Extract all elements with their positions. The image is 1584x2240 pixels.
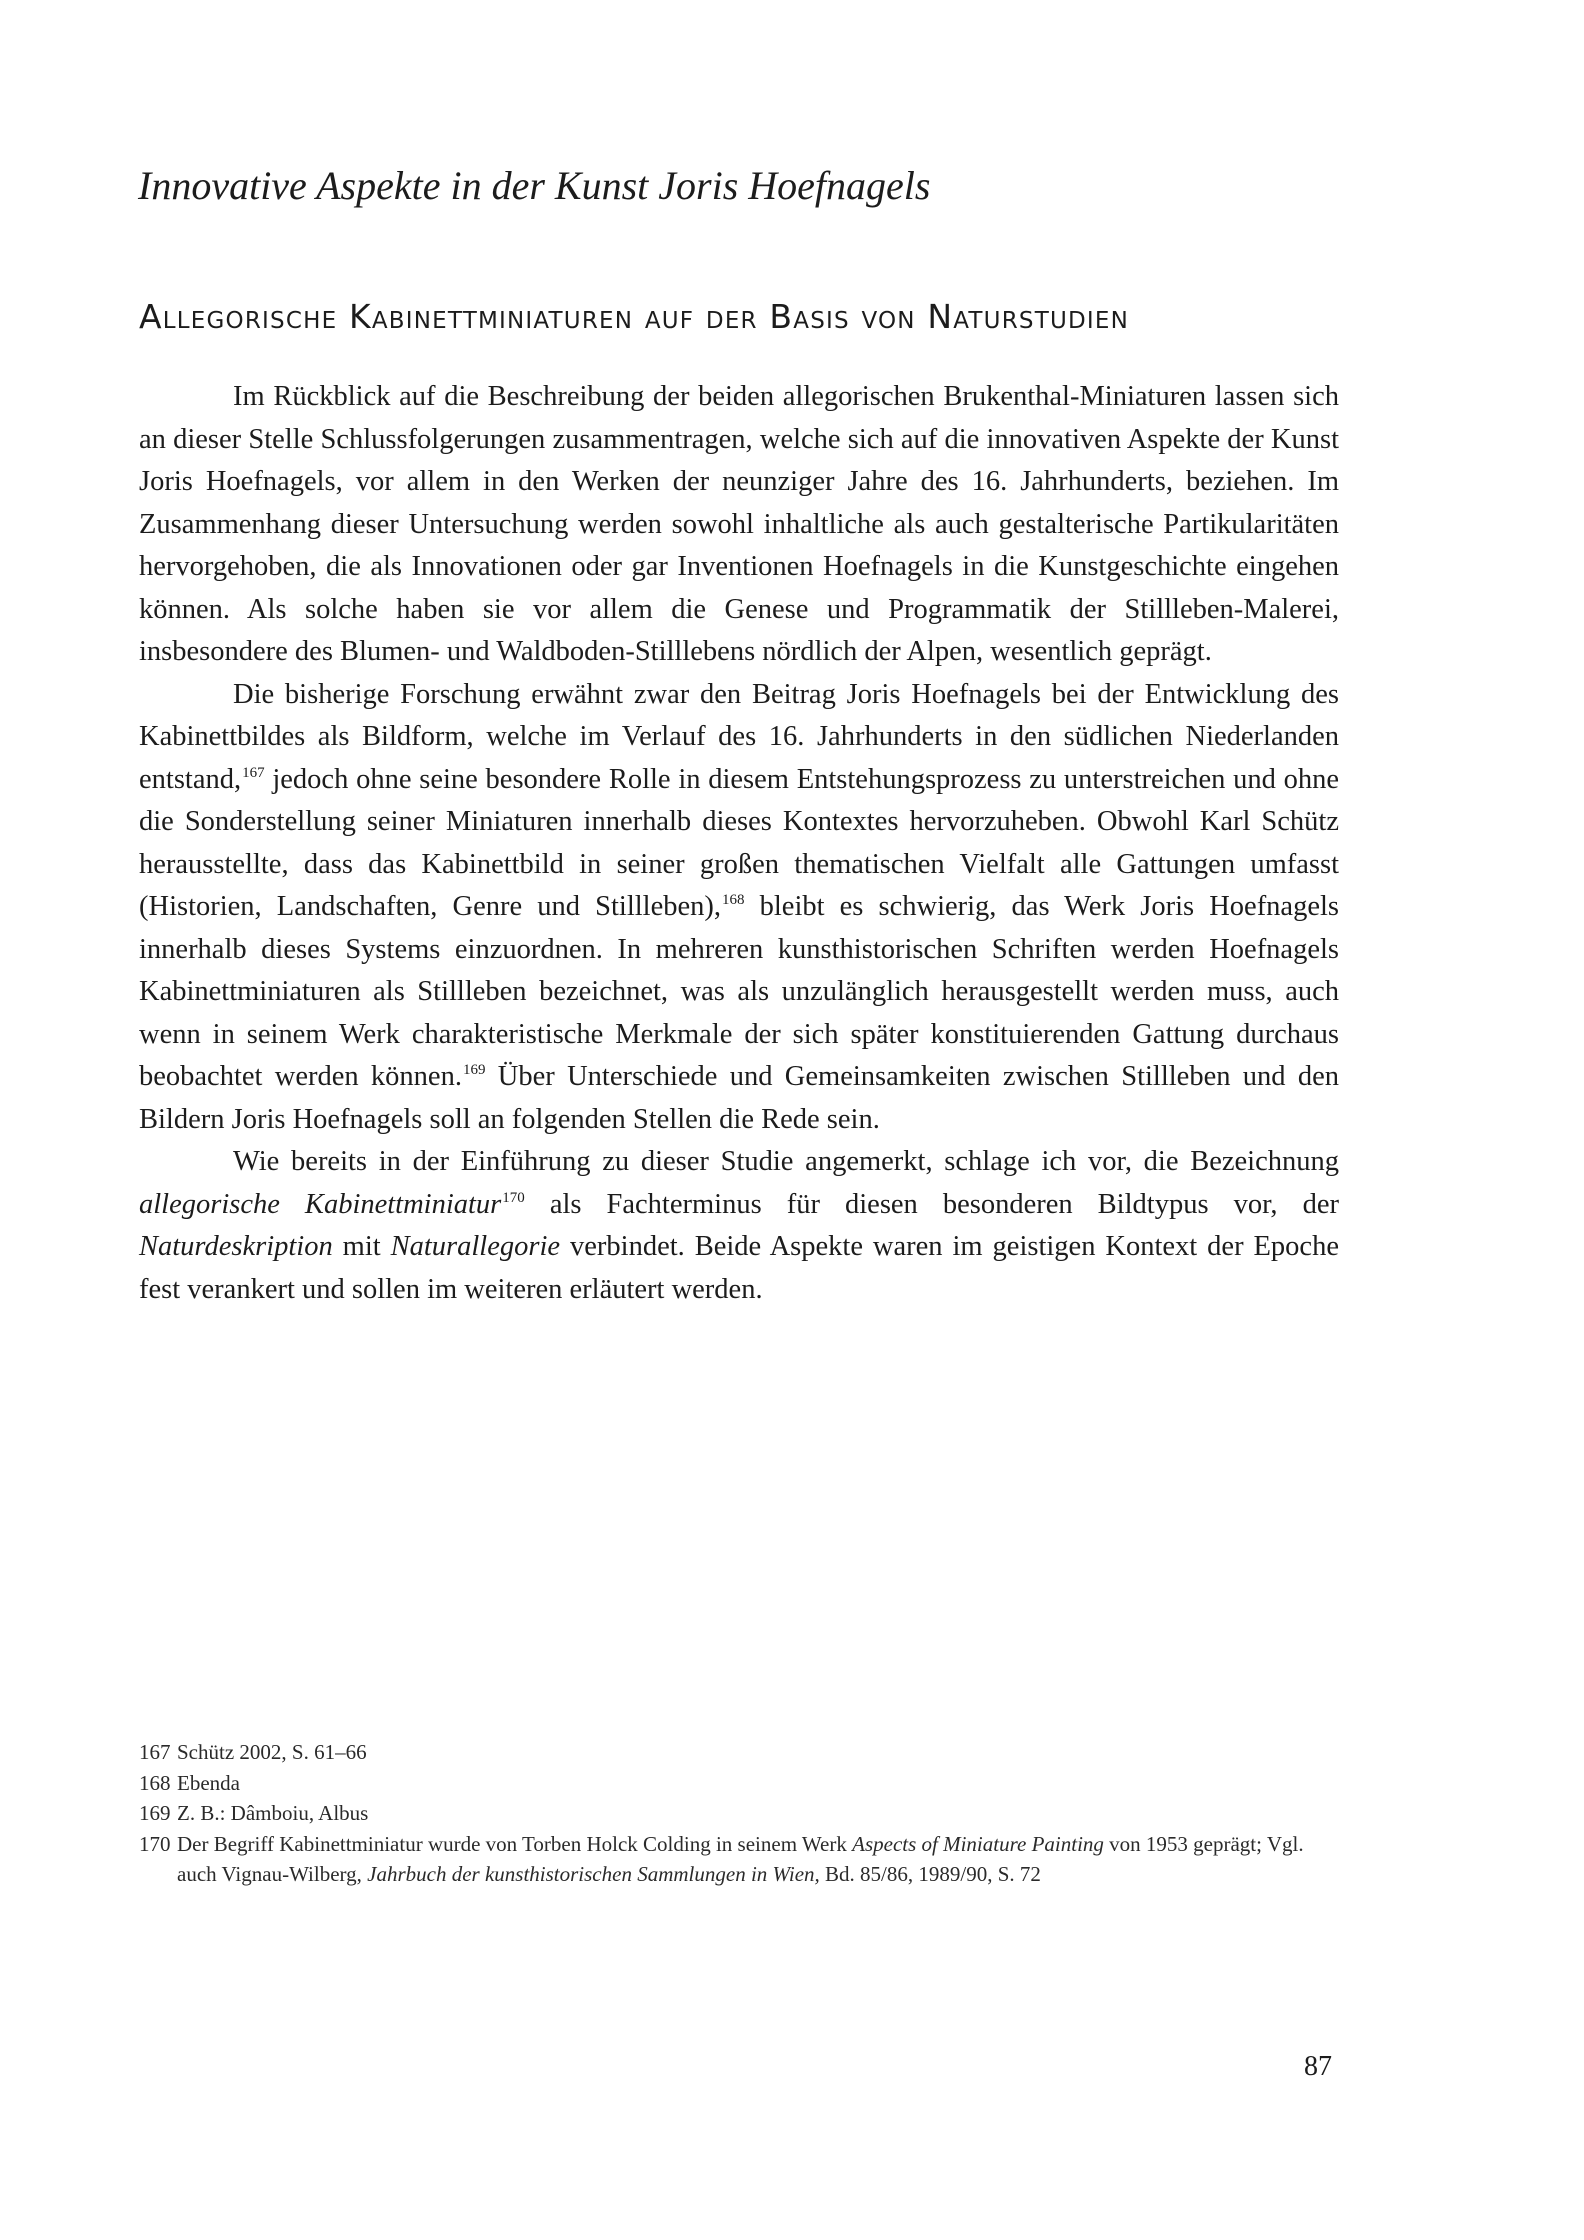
italic-term: Naturdeskription <box>139 1231 333 1262</box>
footnotes <box>139 1737 1339 1890</box>
paragraph-3-text: als Fachterminus für diesen besonderen Bildtypus vor, der <box>524 1188 1339 1220</box>
page-heading: Innovative Aspekte in der Kunst Joris Hoefnagels <box>138 163 931 208</box>
paragraph-2-text: jedoch ohne seine besondere Rolle in diesem Entstehungsprozess zu unterstreichen und ohne die Sonderstellung seiner Miniaturen innerhalb dieses Kontextes hervorzuheben. Obwohl Karl Schütz herausstellte, dass das Kabinettbild in seiner großen thematischen Vielfalt alle Gattungen umfasst (Historien, Landschaften, Genre und Stillleben), <box>139 763 1339 922</box>
paragraph-3-text: verbindet. Beide Aspekte waren im geistigen Kontext der Epoche fest verankert und sollen im weiteren erläutert werden. <box>139 1231 1339 1305</box>
footnote-number: 169 <box>139 1801 171 1825</box>
footnote-text: Schütz 2002, S. 61–66 <box>177 1740 367 1764</box>
footnote-168 <box>139 1768 1339 1799</box>
footnote-text: Der Begriff Kabinettminiatur wurde von Torben Holck Colding in seinem Werk <box>177 1831 853 1856</box>
footnote-italic: Aspects of Miniature Painting <box>852 1831 1104 1856</box>
footnote-text: Bd. 85/86, 1989/90, S. 72 <box>819 1862 1041 1886</box>
footnote-number: 170 <box>139 1831 171 1856</box>
footnote-number: 168 <box>139 1770 171 1795</box>
body-text <box>139 376 1339 1311</box>
footnote-169 <box>139 1798 1339 1829</box>
section-title: Allegorische Kabinettminiaturen auf der Basis von Naturstudien <box>139 297 1130 336</box>
paragraph-3-text: mit <box>332 1231 391 1262</box>
footnote-number: 167 <box>139 1740 171 1764</box>
paragraph-2-text: Die bisherige Forschung erwähnt zwar den Beitrag Joris Hoefnagels bei der Entwicklung des Kabinettbildes als Bildform, welche im Verlauf des 16. Jahrhunderts in den südlichen Niederlanden entstand, <box>139 678 1339 795</box>
italic-term: Naturallegorie <box>390 1231 561 1262</box>
footnote-ref-168[interactable]: 168 <box>722 892 745 908</box>
footnote-ref-169[interactable]: 169 <box>462 1062 486 1078</box>
paragraph-1: Im Rückblick auf die Beschreibung der beiden allegorischen Brukenthal-Miniaturen lassen sich an dieser Stelle Schlussfolgerungen zusammentragen, welche sich auf die innovativen Aspekte der Kunst Joris Hoefnagels, vor allem in den Werken der neunziger Jahre des 16. Jahrhunderts, beziehen. Im Zusammenhang dieser Untersuchung werden sowohl inhaltliche als auch gestalterische Partikularitäten hervorgehoben, die als Innovationen oder gar Inventionen Hoefnagels in die Kunstgeschichte eingehen können. Als solche haben sie vor allem die Genese und Programmatik der Stillleben-Malerei, insbesondere des Blumen- und Waldboden-Stilllebens nördlich der Alpen, wesentlich geprägt. <box>139 381 1339 667</box>
footnote-ref-167[interactable]: 167 <box>242 764 265 781</box>
footnote-170 <box>139 1829 1339 1890</box>
page-number: 87 <box>1304 2051 1332 2082</box>
paragraph-2-text: Über Unterschiede und Gemeinsamkeiten zwischen Stillleben und den Bildern Joris Hoefnagels soll an folgenden Stellen die Rede sein. <box>139 1061 1339 1135</box>
footnote-167 <box>139 1737 1339 1768</box>
footnote-italic: Jahrbuch der kunsthistorischen Sammlungen in Wien, <box>367 1862 820 1886</box>
paragraph-3 <box>139 1141 1339 1311</box>
footnote-text: Z. B.: Dâmboiu, Albus <box>177 1801 369 1825</box>
footnote-ref-170[interactable]: 170 <box>502 1189 525 1206</box>
footnote-text: Ebenda <box>177 1770 240 1795</box>
paragraph-2-text: bleibt es schwierig, das Werk Joris Hoefnagels innerhalb dieses Systems einzuordnen. In mehreren kunsthistorischen Schriften werden Hoefnagels Kabinettminiaturen als Stillleben bezeichnet, was als unzulänglich herausgestellt werden muss, auch wenn in seinem Werk charakteristische Merkmale der sich später konstituierenden Gattung durchaus beobachtet werden können. <box>139 891 1339 1092</box>
paragraph-2 <box>139 674 1339 1142</box>
footnote-text: von 1953 geprägt; Vgl. auch Vignau-Wilberg, <box>177 1831 1304 1886</box>
paragraph-3-text: Wie bereits in der Einführung zu dieser Studie angemerkt, schlage ich vor, die Bezeichnung <box>233 1146 1339 1177</box>
italic-term: allegorische Kabinettminiatur <box>139 1188 502 1220</box>
